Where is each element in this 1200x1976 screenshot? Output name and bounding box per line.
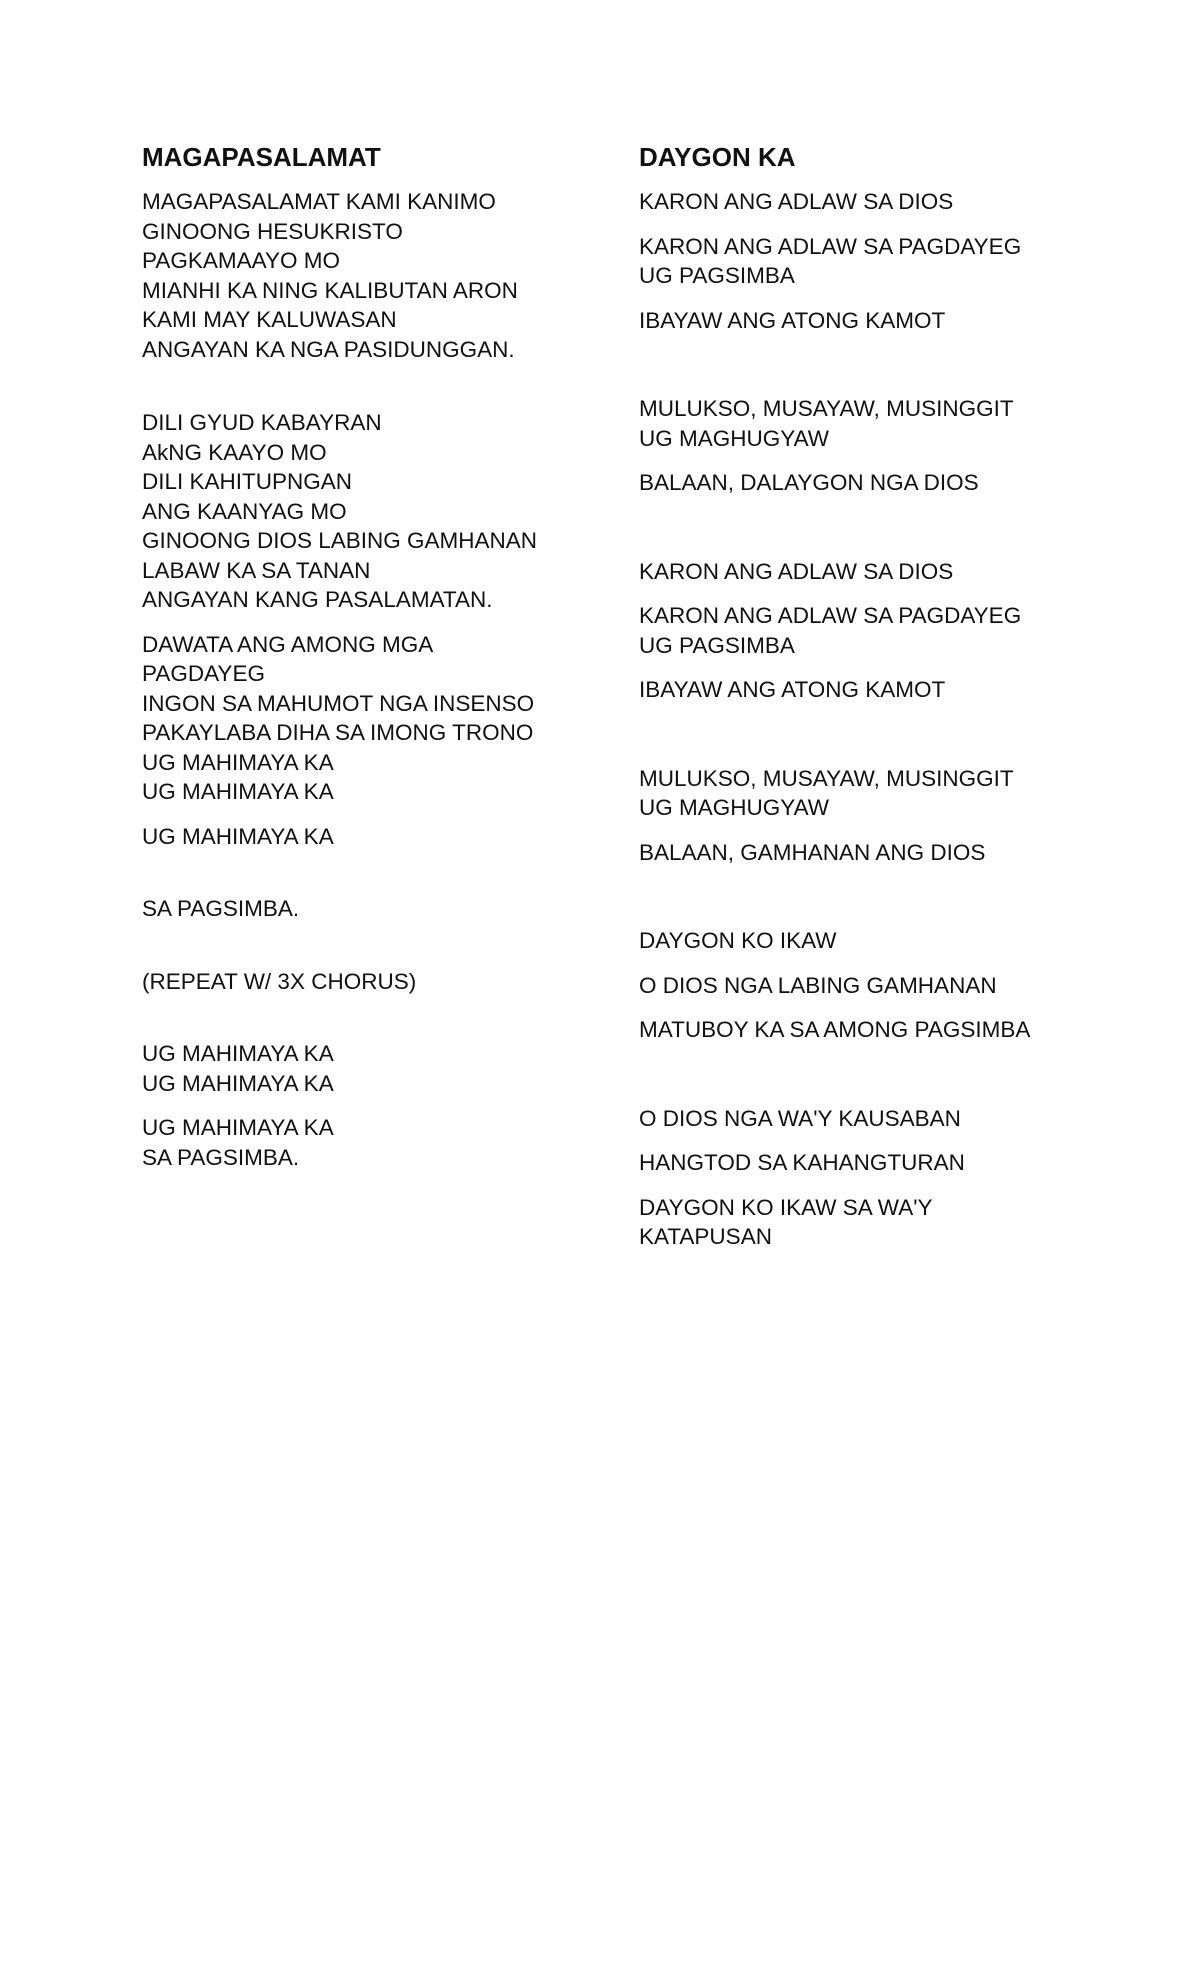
- lyric-line: UG MAHIMAYA KA: [142, 823, 334, 849]
- lyric-line: SA PAGSIMBA.: [142, 896, 300, 921]
- stanza: [639, 187, 1109, 217]
- stanza: [639, 232, 1109, 291]
- lyric-line: AkNG KAAYO MO: [142, 439, 327, 465]
- lyric-line: UG MAGHUGYAW: [639, 425, 829, 451]
- song-lyrics: [639, 187, 1109, 1252]
- stanza: [142, 408, 612, 615]
- lyric-line: IBAYAW ANG ATONG KAMOT: [639, 677, 946, 702]
- lyric-line: (REPEAT W/ 3X CHORUS): [142, 968, 417, 994]
- lyric-line: KARON ANG ADLAW SA DIOS: [639, 189, 954, 214]
- stanza: [142, 1039, 612, 1098]
- lyric-line: MULUKSO, MUSAYAW, MUSINGGIT: [639, 765, 1014, 791]
- stanza: [639, 838, 1109, 868]
- lyric-line: MATUBOY KA SA AMONG PAGSIMBA: [639, 1017, 1031, 1042]
- lyric-line: MAGAPASALAMAT KAMI KANIMO: [142, 189, 496, 214]
- lyric-line: UG MAHIMAYA KA: [142, 1070, 334, 1096]
- lyric-line: DILI KAHITUPNGAN: [142, 469, 353, 494]
- lyric-line: IBAYAW ANG ATONG KAMOT: [639, 307, 946, 333]
- lyric-line: KATAPUSAN: [639, 1224, 772, 1249]
- lyric-line: UG PAGSIMBA: [639, 263, 795, 288]
- lyric-line: MULUKSO, MUSAYAW, MUSINGGIT: [639, 396, 1014, 421]
- lyric-line: GINOONG DIOS LABING GAMHANAN: [142, 528, 538, 553]
- lyric-line: UG MAHIMAYA KA: [142, 1115, 334, 1140]
- lyric-line: DAYGON KO IKAW SA WA'Y: [639, 1194, 933, 1220]
- lyric-line: O DIOS NGA WA'Y KAUSABAN: [639, 1105, 961, 1131]
- stanza: [142, 1113, 612, 1172]
- lyric-line: KARON ANG ADLAW SA PAGDAYEG: [639, 233, 1022, 259]
- lyric-line: MIANHI KA NING KALIBUTAN ARON: [142, 277, 518, 303]
- stanza: [639, 557, 1109, 587]
- lyric-line: LABAW KA SA TANAN: [142, 557, 371, 583]
- lyric-line: UG PAGSIMBA: [639, 632, 795, 658]
- lyric-line: DAYGON KO IKAW: [639, 928, 837, 953]
- stanza: [639, 1193, 1109, 1252]
- lyric-line: DILI GYUD KABAYRAN: [142, 410, 382, 435]
- lyric-line: HANGTOD SA KAHANGTURAN: [639, 1150, 965, 1175]
- stanza: [639, 675, 1109, 705]
- lyric-line: SA PAGSIMBA.: [142, 1144, 300, 1170]
- stanza: [639, 306, 1109, 336]
- lyric-line: KARON ANG ADLAW SA PAGDAYEG: [639, 603, 1022, 628]
- stanza: [639, 926, 1109, 956]
- lyric-line: UG MAHIMAYA KA: [142, 749, 334, 775]
- stanza: [142, 822, 612, 852]
- song-column-magapasalamat: [142, 140, 612, 1172]
- stanza: [639, 1015, 1109, 1045]
- lyric-line: UG MAGHUGYAW: [639, 795, 829, 820]
- song-column-daygon-ka: [639, 140, 1109, 1252]
- lyric-line: PAGDAYEG: [142, 661, 265, 686]
- stanza: [142, 894, 612, 924]
- stanza: [639, 1148, 1109, 1178]
- stanza: [142, 967, 612, 997]
- lyric-line: KAMI MAY KALUWASAN: [142, 307, 397, 332]
- lyric-line: BALAAN, DALAYGON NGA DIOS: [639, 470, 979, 495]
- lyric-line: UG MAHIMAYA KA: [142, 779, 334, 804]
- song-lyrics: [142, 187, 612, 1172]
- stanza: [142, 187, 612, 364]
- stanza: [639, 394, 1109, 453]
- stanza: [639, 764, 1109, 823]
- lyric-line: ANGAYAN KANG PASALAMATAN.: [142, 587, 493, 612]
- lyric-line: PAGKAMAAYO MO: [142, 248, 340, 273]
- lyric-line: UG MAHIMAYA KA: [142, 1041, 334, 1066]
- lyric-line: INGON SA MAHUMOT NGA INSENSO: [142, 690, 535, 716]
- stanza: [639, 468, 1109, 498]
- lyric-line: O DIOS NGA LABING GAMHANAN: [639, 972, 997, 998]
- stanza: [639, 1104, 1109, 1134]
- lyric-line: DAWATA ANG AMONG MGA: [142, 631, 434, 657]
- lyric-line: PAKAYLABA DIHA SA IMONG TRONO: [142, 720, 534, 745]
- lyric-line: ANGAYAN KA NGA PASIDUNGGAN.: [142, 336, 515, 362]
- stanza: [142, 630, 612, 807]
- lyric-line: GINOONG HESUKRISTO: [142, 218, 403, 244]
- lyric-line: ANG KAANYAG MO: [142, 498, 347, 524]
- stanza: [639, 971, 1109, 1001]
- song-title: DAYGON KA: [639, 142, 796, 172]
- lyric-line: BALAAN, GAMHANAN ANG DIOS: [639, 839, 986, 865]
- lyric-line: KARON ANG ADLAW SA DIOS: [639, 558, 954, 584]
- stanza: [639, 601, 1109, 660]
- song-title: MAGAPASALAMAT: [142, 142, 381, 172]
